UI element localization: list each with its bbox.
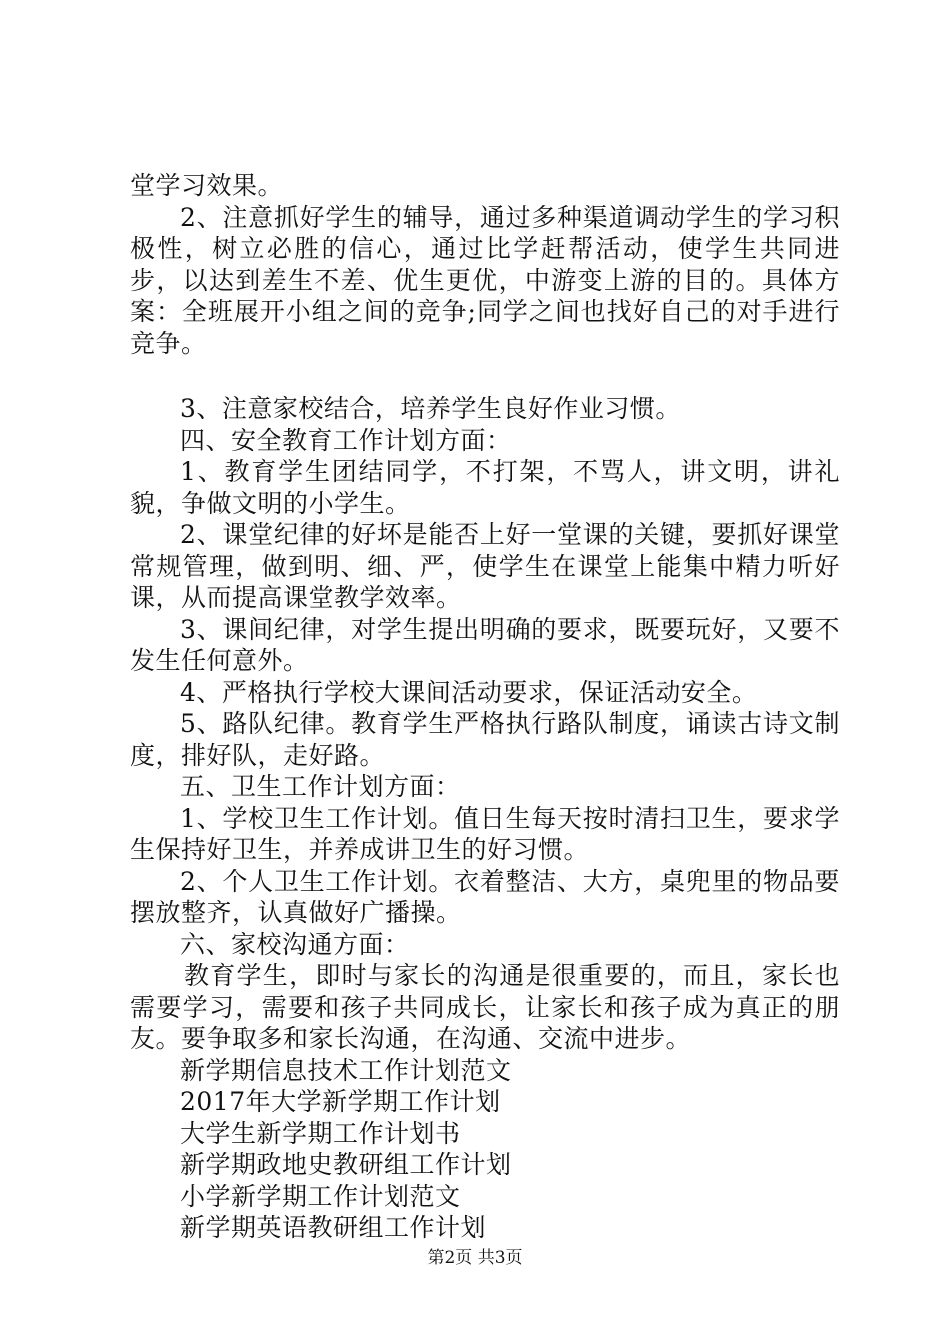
related-links — [130, 1055, 840, 1244]
paragraph-tutoring: 2、注意抓好学生的辅导，通过多种渠道调动学生的学习积极性，树立必胜的信心，通过比学赶帮活动，使学生共同进步，以达到差生不差、优生更优，中游变上游的目的。具体方案：全班展开小组之间的竞争;同学之间也找好自己的对手进行竞争。 — [130, 202, 840, 358]
paragraph-safety-4: 4、严格执行学校大课间活动要求，保证活动安全。 — [180, 677, 758, 707]
paragraph-continuation: 堂学习效果。 — [130, 171, 284, 200]
paragraph-safety-5: 5、路队纪律。教育学生严格执行路队制度，诵读古诗文制度，排好队，走好路。 — [130, 709, 840, 770]
page-footer: 第2页 共3页 — [427, 1248, 523, 1268]
paragraph-home-school: 3、注意家校结合，培养学生良好作业习惯。 — [180, 394, 681, 423]
section-heading-hygiene: 五、卫生工作计划方面： — [180, 772, 461, 801]
related-link[interactable]: 2017年大学新学期工作计划 — [180, 1087, 501, 1116]
paragraph-safety-2: 2、课堂纪律的好坏是能否上好一堂课的关键，要抓好课堂常规管理，做到明、细、严，使学生在课堂上能集中精力听好课，从而提高课堂教学效率。 — [130, 520, 840, 612]
document-body — [130, 170, 840, 1244]
related-link[interactable]: 新学期政地史教研组工作计划 — [180, 1150, 512, 1179]
related-link[interactable]: 小学新学期工作计划范文 — [180, 1181, 461, 1211]
section-heading-safety: 四、安全教育工作计划方面： — [180, 425, 512, 455]
paragraph-hygiene-1: 1、学校卫生工作计划。值日生每天按时清扫卫生，要求学生保持好卫生，并养成讲卫生的好习惯。 — [130, 803, 840, 864]
paragraph-safety-1: 1、教育学生团结同学，不打架，不骂人，讲文明，讲礼貌，争做文明的小学生。 — [130, 457, 840, 518]
related-link[interactable]: 新学期信息技术工作计划范文 — [180, 1055, 512, 1085]
section-heading-communication: 六、家校沟通方面： — [180, 929, 410, 959]
related-link[interactable]: 大学生新学期工作计划书 — [180, 1118, 461, 1148]
paragraph-gap — [130, 359, 840, 393]
paragraph-safety-3: 3、课间纪律，对学生提出明确的要求，既要玩好，又要不发生任何意外。 — [130, 614, 840, 675]
paragraph-communication: 教育学生，即时与家长的沟通是很重要的，而且，家长也需要学习，需要和孩子共同成长，让家长和孩子成为真正的朋友。要争取多和家长沟通，在沟通、交流中进步。 — [130, 961, 840, 1053]
paragraph-hygiene-2: 2、个人卫生工作计划。衣着整洁、大方，桌兜里的物品要摆放整齐，认真做好广播操。 — [130, 866, 840, 927]
related-link[interactable]: 新学期英语教研组工作计划 — [180, 1213, 487, 1242]
